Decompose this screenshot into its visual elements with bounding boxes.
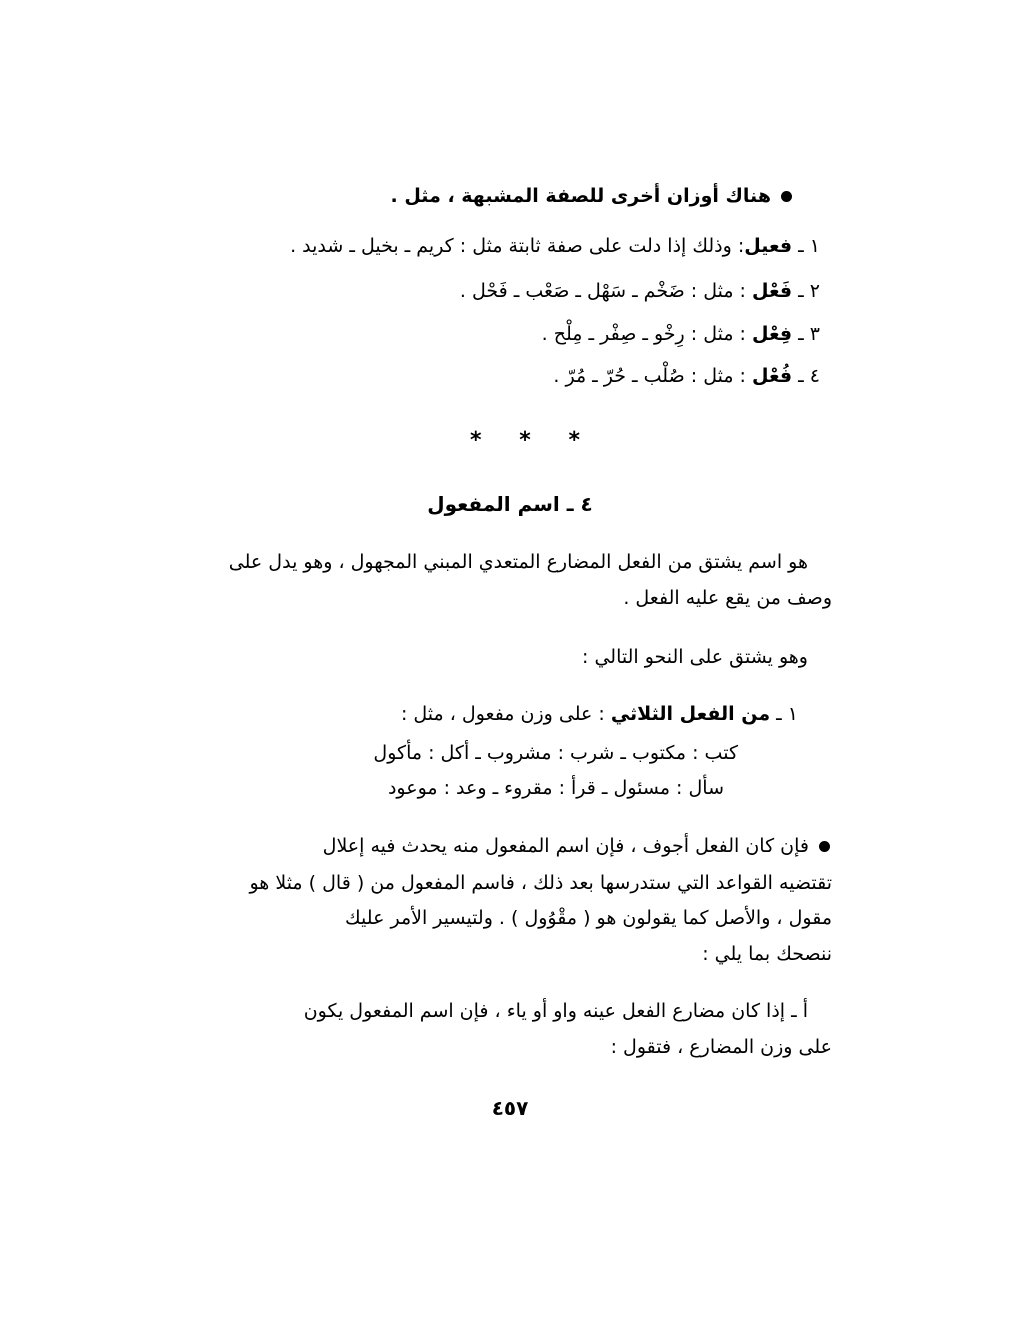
item-number: ١ ـ: [798, 235, 820, 257]
bullet-icon: [819, 841, 830, 852]
sub-rule-line-1: [304, 997, 808, 1025]
pattern-word: فِعْل: [752, 323, 793, 345]
note-text: تقتضيه القواعد التي ستدرسها بعد ذلك ، فاسم المفعول من ( قال ) مثلا هو: [249, 872, 832, 894]
sub-rule-line-2: [611, 1033, 832, 1061]
item-number: ٢ ـ: [798, 280, 820, 302]
bullet-line: [391, 182, 792, 210]
note-line-2: [249, 869, 832, 897]
bullet-text: هناك أوزان أخرى للصفة المشبهة ، مثل .: [390, 185, 771, 207]
page-number: ٤٥٧: [491, 1096, 529, 1120]
item-text: : وذلك إذا دلت على صفة ثابتة مثل : كريم ـ بخيل ـ شديد .: [290, 235, 745, 257]
derivation-line: [582, 643, 808, 671]
item-number: ٣ ـ: [798, 323, 820, 345]
example-text: سأل : مسئول ـ قرأ : مقروء ـ وعد : موعود: [387, 777, 724, 799]
item-text: : مثل : ضَخْم ـ سَهْل ـ صَعْب ـ فَحْل .: [459, 280, 746, 302]
item-text: : مثل : رِخْو ـ صِفْر ـ مِلْح .: [541, 323, 746, 345]
pattern-word: فَعْل: [752, 280, 793, 302]
intro-text: هو اسم يشتق من الفعل المضارع المتعدي المبني المجهول ، وهو يدل على: [228, 551, 808, 573]
intro-line-2: [623, 584, 832, 612]
section-separator: [470, 428, 580, 453]
star-icon: *: [519, 428, 531, 453]
pattern-item-1: [290, 232, 820, 260]
note-line-1: [323, 832, 830, 860]
rule-title: من الفعل الثلاثي: [610, 703, 771, 725]
item-number: ٤ ـ: [798, 365, 820, 387]
derivation-text: وهو يشتق على النحو التالي :: [582, 646, 808, 668]
intro-text: وصف من يقع عليه الفعل .: [623, 587, 832, 609]
note-line-3: [345, 904, 832, 932]
bullet-icon: [781, 191, 792, 202]
example-line-1: [373, 739, 738, 767]
pattern-word: فُعْل: [752, 365, 793, 387]
example-text: كتب : مكتوب ـ شرب : مشروب ـ أكل : مأكول: [373, 742, 738, 764]
example-line-2: [388, 774, 724, 802]
rule-text: : على وزن مفعول ، مثل :: [400, 703, 605, 725]
section-heading: ٤ ـ اسم المفعول: [427, 492, 593, 516]
note-line-4: [702, 940, 832, 968]
sub-rule-text: على وزن المضارع ، فتقول :: [610, 1036, 832, 1058]
rule-1: [401, 700, 798, 728]
star-icon: *: [470, 428, 482, 453]
rule-number: ١ ـ: [776, 703, 798, 725]
item-text: : مثل : صُلْب ـ حُرّ ـ مُرّ .: [553, 365, 746, 387]
note-text: فإن كان الفعل أجوف ، فإن اسم المفعول منه يحدث فيه إعلال: [322, 835, 809, 857]
pattern-word: فعيل: [744, 235, 793, 257]
pattern-item-2: [460, 277, 820, 305]
note-text: مقول ، والأصل كما يقولون هو ( مقْوُول ) . ولتيسير الأمر عليك: [345, 907, 832, 929]
pattern-item-3: [542, 320, 820, 348]
star-icon: *: [568, 428, 580, 453]
pattern-item-4: [553, 362, 820, 390]
intro-line-1: [229, 548, 808, 576]
note-text: ننصحك بما يلي :: [702, 943, 832, 965]
sub-rule-text: أ ـ إذا كان مضارع الفعل عينه واو أو ياء ، فإن اسم المفعول يكون: [303, 1000, 808, 1022]
